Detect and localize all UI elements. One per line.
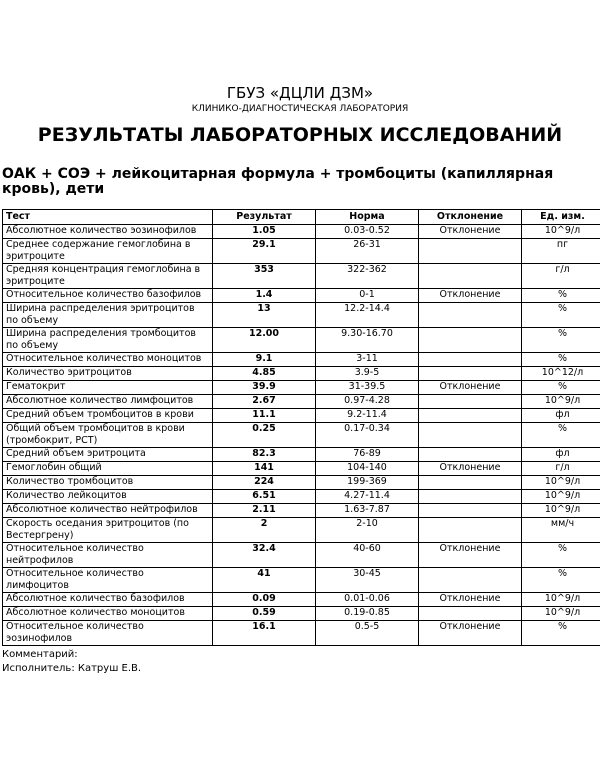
table-row bbox=[3, 607, 600, 621]
cell-deviation bbox=[419, 490, 522, 504]
cell-unit: 10^9/л bbox=[522, 607, 600, 621]
cell-result: 9.1 bbox=[213, 353, 316, 367]
results-table bbox=[2, 209, 600, 646]
cell-deviation bbox=[419, 239, 522, 264]
results-body bbox=[3, 225, 600, 646]
cell-test: Средняя концентрация гемоглобина в эритроците bbox=[3, 264, 213, 289]
cell-result: 2.11 bbox=[213, 504, 316, 518]
cell-norm: 0.5-5 bbox=[316, 621, 419, 646]
cell-norm: 76-89 bbox=[316, 448, 419, 462]
cell-deviation bbox=[419, 395, 522, 409]
header-deviation: Отклонение bbox=[419, 210, 522, 225]
cell-result: 41 bbox=[213, 568, 316, 593]
cell-test: Ширина распределения эритроцитов по объему bbox=[3, 303, 213, 328]
table-row bbox=[3, 289, 600, 303]
cell-test: Средний объем эритроцита bbox=[3, 448, 213, 462]
cell-norm: 0.19-0.85 bbox=[316, 607, 419, 621]
header-result: Результат bbox=[213, 210, 316, 225]
cell-test: Относительное количество моноцитов bbox=[3, 353, 213, 367]
cell-unit: пг bbox=[522, 239, 600, 264]
cell-norm: 0.97-4.28 bbox=[316, 395, 419, 409]
table-row bbox=[3, 462, 600, 476]
cell-test: Количество лейкоцитов bbox=[3, 490, 213, 504]
table-row bbox=[3, 303, 600, 328]
cell-result: 16.1 bbox=[213, 621, 316, 646]
table-row bbox=[3, 490, 600, 504]
cell-test: Относительное количество нейтрофилов bbox=[3, 543, 213, 568]
cell-result: 82.3 bbox=[213, 448, 316, 462]
cell-norm: 104-140 bbox=[316, 462, 419, 476]
cell-deviation bbox=[419, 448, 522, 462]
table-row bbox=[3, 448, 600, 462]
cell-result: 0.25 bbox=[213, 423, 316, 448]
cell-deviation bbox=[419, 367, 522, 381]
cell-norm: 0.17-0.34 bbox=[316, 423, 419, 448]
cell-norm: 9.2-11.4 bbox=[316, 409, 419, 423]
table-row bbox=[3, 328, 600, 353]
cell-deviation bbox=[419, 409, 522, 423]
cell-norm: 4.27-11.4 bbox=[316, 490, 419, 504]
cell-unit: 10^9/л bbox=[522, 593, 600, 607]
cell-deviation bbox=[419, 328, 522, 353]
cell-unit: фл bbox=[522, 409, 600, 423]
cell-deviation bbox=[419, 264, 522, 289]
cell-deviation: Отклонение bbox=[419, 381, 522, 395]
cell-deviation: Отклонение bbox=[419, 593, 522, 607]
cell-deviation: Отклонение bbox=[419, 289, 522, 303]
cell-deviation: Отклонение bbox=[419, 462, 522, 476]
cell-norm: 322-362 bbox=[316, 264, 419, 289]
cell-unit: % bbox=[522, 423, 600, 448]
table-row bbox=[3, 381, 600, 395]
cell-norm: 30-45 bbox=[316, 568, 419, 593]
panel-title: ОАК + СОЭ + лейкоцитарная формула + тромбоциты (капиллярная кровь), дети bbox=[2, 166, 554, 197]
cell-result: 6.51 bbox=[213, 490, 316, 504]
cell-test: Абсолютное количество эозинофилов bbox=[3, 225, 213, 239]
cell-deviation bbox=[419, 353, 522, 367]
laboratory-name: КЛИНИКО-ДИАГНОСТИЧЕСКАЯ ЛАБОРАТОРИЯ bbox=[191, 104, 409, 114]
table-row bbox=[3, 367, 600, 381]
report-title: РЕЗУЛЬТАТЫ ЛАБОРАТОРНЫХ ИССЛЕДОВАНИЙ bbox=[37, 124, 563, 146]
cell-norm: 12.2-14.4 bbox=[316, 303, 419, 328]
table-row bbox=[3, 264, 600, 289]
cell-unit: % bbox=[522, 381, 600, 395]
table-row bbox=[3, 543, 600, 568]
cell-result: 13 bbox=[213, 303, 316, 328]
cell-result: 353 bbox=[213, 264, 316, 289]
cell-norm: 3.9-5 bbox=[316, 367, 419, 381]
performer-label: Исполнитель: Катруш Е.В. bbox=[2, 663, 142, 674]
cell-unit: % bbox=[522, 353, 600, 367]
table-row bbox=[3, 353, 600, 367]
cell-test: Количество тромбоцитов bbox=[3, 476, 213, 490]
cell-unit: мм/ч bbox=[522, 518, 600, 543]
cell-norm: 9.30-16.70 bbox=[316, 328, 419, 353]
cell-unit: 10^9/л bbox=[522, 490, 600, 504]
cell-test: Гематокрит bbox=[3, 381, 213, 395]
cell-norm: 199-369 bbox=[316, 476, 419, 490]
header-norm: Норма bbox=[316, 210, 419, 225]
cell-norm: 26-31 bbox=[316, 239, 419, 264]
cell-result: 39.9 bbox=[213, 381, 316, 395]
cell-deviation: Отклонение bbox=[419, 621, 522, 646]
table-row bbox=[3, 409, 600, 423]
cell-test: Абсолютное количество нейтрофилов bbox=[3, 504, 213, 518]
cell-test: Абсолютное количество базофилов bbox=[3, 593, 213, 607]
cell-result: 4.85 bbox=[213, 367, 316, 381]
comment-label: Комментарий: bbox=[2, 649, 78, 660]
cell-norm: 40-60 bbox=[316, 543, 419, 568]
cell-test: Гемоглобин общий bbox=[3, 462, 213, 476]
cell-unit: % bbox=[522, 328, 600, 353]
cell-unit: % bbox=[522, 568, 600, 593]
cell-result: 11.1 bbox=[213, 409, 316, 423]
cell-unit: г/л bbox=[522, 462, 600, 476]
cell-deviation bbox=[419, 504, 522, 518]
cell-norm: 2-10 bbox=[316, 518, 419, 543]
cell-unit: фл bbox=[522, 448, 600, 462]
cell-test: Скорость оседания эритроцитов (по Вестергрену) bbox=[3, 518, 213, 543]
table-row bbox=[3, 476, 600, 490]
cell-norm: 0-1 bbox=[316, 289, 419, 303]
cell-result: 12.00 bbox=[213, 328, 316, 353]
cell-result: 32.4 bbox=[213, 543, 316, 568]
cell-unit: % bbox=[522, 543, 600, 568]
table-row bbox=[3, 518, 600, 543]
cell-test: Общий объем тромбоцитов в крови (тромбокрит, PCT) bbox=[3, 423, 213, 448]
table-row bbox=[3, 504, 600, 518]
cell-deviation: Отклонение bbox=[419, 543, 522, 568]
cell-test: Ширина распределения тромбоцитов по объему bbox=[3, 328, 213, 353]
table-row bbox=[3, 423, 600, 448]
cell-test: Относительное количество базофилов bbox=[3, 289, 213, 303]
cell-unit: % bbox=[522, 621, 600, 646]
cell-deviation: Отклонение bbox=[419, 225, 522, 239]
cell-unit: % bbox=[522, 289, 600, 303]
cell-norm: 31-39.5 bbox=[316, 381, 419, 395]
cell-test: Абсолютное количество моноцитов bbox=[3, 607, 213, 621]
cell-unit: г/л bbox=[522, 264, 600, 289]
cell-test: Относительное количество эозинофилов bbox=[3, 621, 213, 646]
header-test: Тест bbox=[3, 210, 213, 225]
table-row bbox=[3, 395, 600, 409]
header-unit: Ед. изм. bbox=[522, 210, 600, 225]
cell-test: Среднее содержание гемоглобина в эритроците bbox=[3, 239, 213, 264]
cell-norm: 0.03-0.52 bbox=[316, 225, 419, 239]
table-row bbox=[3, 621, 600, 646]
table-row bbox=[3, 225, 600, 239]
cell-deviation bbox=[419, 568, 522, 593]
cell-test: Абсолютное количество лимфоцитов bbox=[3, 395, 213, 409]
cell-norm: 1.63-7.87 bbox=[316, 504, 419, 518]
cell-unit: 10^12/л bbox=[522, 367, 600, 381]
cell-result: 2.67 bbox=[213, 395, 316, 409]
cell-result: 1.05 bbox=[213, 225, 316, 239]
cell-unit: 10^9/л bbox=[522, 395, 600, 409]
cell-test: Количество эритроцитов bbox=[3, 367, 213, 381]
table-row bbox=[3, 239, 600, 264]
cell-deviation bbox=[419, 476, 522, 490]
cell-result: 0.09 bbox=[213, 593, 316, 607]
cell-unit: 10^9/л bbox=[522, 504, 600, 518]
cell-result: 29.1 bbox=[213, 239, 316, 264]
cell-deviation bbox=[419, 423, 522, 448]
cell-test: Средний объем тромбоцитов в крови bbox=[3, 409, 213, 423]
cell-result: 2 bbox=[213, 518, 316, 543]
cell-unit: 10^9/л bbox=[522, 225, 600, 239]
table-row bbox=[3, 593, 600, 607]
cell-unit: % bbox=[522, 303, 600, 328]
cell-deviation bbox=[419, 607, 522, 621]
cell-unit: 10^9/л bbox=[522, 476, 600, 490]
organization-name: ГБУЗ «ДЦЛИ ДЗМ» bbox=[226, 84, 374, 102]
table-header-row bbox=[3, 210, 600, 225]
cell-deviation bbox=[419, 518, 522, 543]
cell-result: 1.4 bbox=[213, 289, 316, 303]
cell-result: 224 bbox=[213, 476, 316, 490]
cell-result: 141 bbox=[213, 462, 316, 476]
cell-norm: 0.01-0.06 bbox=[316, 593, 419, 607]
cell-norm: 3-11 bbox=[316, 353, 419, 367]
table-row bbox=[3, 568, 600, 593]
cell-result: 0.59 bbox=[213, 607, 316, 621]
cell-test: Относительное количество лимфоцитов bbox=[3, 568, 213, 593]
cell-deviation bbox=[419, 303, 522, 328]
